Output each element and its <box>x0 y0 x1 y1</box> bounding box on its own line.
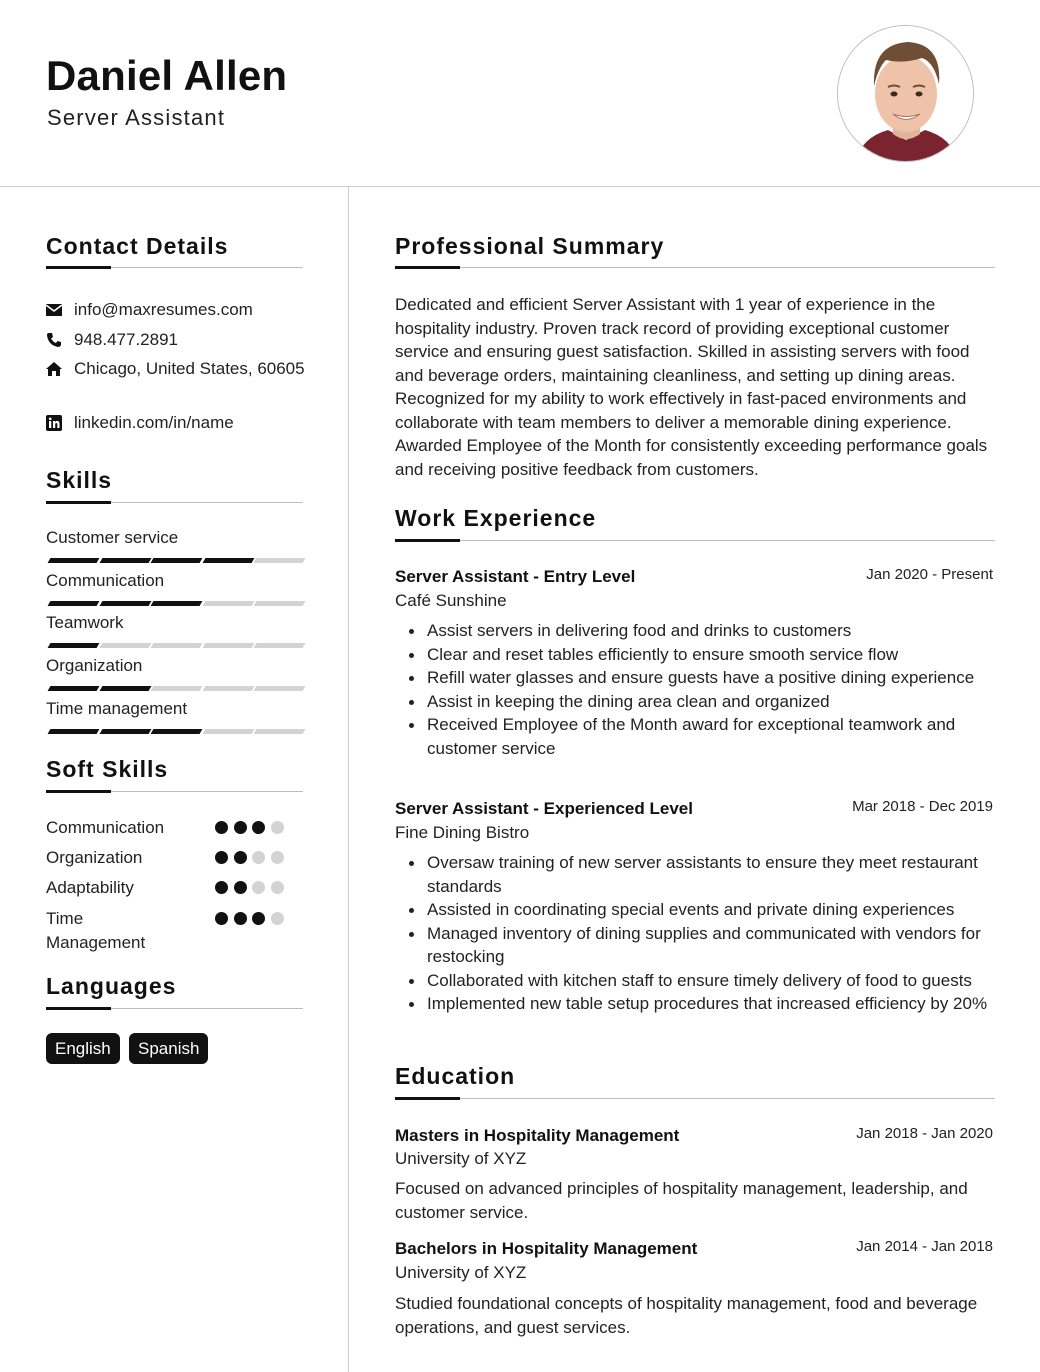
skills-heading: Skills <box>46 467 113 493</box>
soft-skill-dot <box>234 912 247 925</box>
skill-level-segment <box>202 601 254 606</box>
job-bullet: Collaborated with kitchen staff to ensure timely delivery of food to guests <box>405 969 1000 993</box>
profile-photo <box>837 25 974 162</box>
skill-level-segment <box>151 686 203 691</box>
soft-skill-dot <box>271 881 284 894</box>
skill-label: Organization <box>46 656 143 675</box>
degree-description: Studied foundational concepts of hospitality management, food and beverage operations, and guest services. <box>395 1294 978 1337</box>
column-divider <box>348 187 349 1372</box>
soft-skill-dot <box>252 851 265 864</box>
job-title: Server Assistant - Entry Level <box>395 567 636 586</box>
skill-level-segment <box>202 729 254 734</box>
skill-level-segment <box>48 643 100 648</box>
phone-icon <box>46 332 62 348</box>
skill-level-segment <box>99 643 151 648</box>
job-company: Fine Dining Bistro <box>395 823 530 842</box>
degree-title: Bachelors in Hospitality Management <box>395 1239 698 1258</box>
skill-level-segment <box>99 601 151 606</box>
summary-heading-accent <box>395 266 460 269</box>
resume-header <box>0 0 1040 187</box>
skill-level-segment <box>202 686 254 691</box>
job-bullet: Refill water glasses and ensure guests have a positive dining experience <box>405 666 1000 690</box>
summary-text: Dedicated and efficient Server Assistant with 1 year of experience in the hospitality industry. Proven track record of providing exceptional customer service and ensuring guest satisfaction. Skilled in assisting servers with food and beverage orders, maintaining cleanliness, and setting up dining areas. Recognized for my ability to work effectively in fast-paced environments and collaborate with team members to deliver a memorable dining experience. Awarded Employee of the Month for consistently exceeding performance goals and receiving positive feedback from customers. <box>395 295 988 479</box>
soft-skill-dot <box>234 821 247 834</box>
contact-address-text: Chicago, United States, 60605 <box>74 359 305 378</box>
skill-level-segment <box>151 643 203 648</box>
soft-skill-dot <box>271 821 284 834</box>
skill-level-bar <box>46 558 302 563</box>
skill-level-segment <box>254 643 306 648</box>
soft-skill-label: Time Management <box>46 909 146 952</box>
contact-linkedin-text[interactable]: linkedin.com/in/name <box>74 413 234 432</box>
soft-skill-label: Organization <box>46 848 143 867</box>
home-icon <box>46 361 62 377</box>
languages-heading-accent <box>46 1007 111 1010</box>
summary-heading-line <box>395 267 995 268</box>
job-bullet: Implemented new table setup procedures that increased efficiency by 20% <box>405 992 1000 1016</box>
skill-level-segment <box>254 601 306 606</box>
skill-level-bar <box>46 643 302 648</box>
skill-level-segment <box>48 729 100 734</box>
skill-label: Time management <box>46 699 188 718</box>
contact-heading-accent <box>46 266 111 269</box>
languages-heading: Languages <box>46 973 177 999</box>
soft-skill-dot <box>215 851 228 864</box>
soft-skill-dot <box>271 912 284 925</box>
job-bullet: Assist servers in delivering food and drinks to customers <box>405 619 1000 643</box>
profile-photo-image <box>838 26 974 162</box>
job-company: Café Sunshine <box>395 591 507 610</box>
education-heading-line <box>395 1098 995 1099</box>
degree-description: Focused on advanced principles of hospitality management, leadership, and customer service. <box>395 1179 968 1222</box>
soft-skill-dot <box>252 881 265 894</box>
skill-label: Teamwork <box>46 613 124 632</box>
job-bullet: Received Employee of the Month award for exceptional teamwork and customer service <box>405 713 1000 760</box>
soft-skill-label: Communication <box>46 818 165 837</box>
skill-level-segment <box>48 686 100 691</box>
soft-skill-dot <box>215 881 228 894</box>
skill-level-segment <box>99 558 151 563</box>
skill-level-segment <box>151 601 203 606</box>
job-bullets <box>405 851 1000 1016</box>
job-bullet: Clear and reset tables efficiently to ensure smooth service flow <box>405 643 1000 667</box>
language-badge: Spanish <box>129 1033 208 1064</box>
experience-heading: Work Experience <box>395 505 597 531</box>
soft-skills-heading-accent <box>46 790 111 793</box>
job-bullets <box>405 619 1000 760</box>
linkedin-icon <box>46 415 62 431</box>
soft-skill-dot <box>215 821 228 834</box>
skill-level-bar <box>46 729 302 734</box>
skill-level-segment <box>99 729 151 734</box>
job-bullet: Assisted in coordinating special events and private dining experiences <box>405 898 1000 922</box>
soft-skill-dot <box>271 851 284 864</box>
skill-level-segment <box>151 729 203 734</box>
skill-label: Communication <box>46 571 165 590</box>
skill-label: Customer service <box>46 528 179 547</box>
job-bullet: Oversaw training of new server assistants to ensure they meet restaurant standards <box>405 851 1000 898</box>
school-name: University of XYZ <box>395 1149 527 1168</box>
soft-skill-dot <box>252 821 265 834</box>
education-heading-accent <box>395 1097 460 1100</box>
language-badge: English <box>46 1033 120 1064</box>
experience-heading-accent <box>395 539 460 542</box>
soft-skill-dot <box>234 851 247 864</box>
soft-skill-dot <box>215 912 228 925</box>
summary-heading: Professional Summary <box>395 233 665 259</box>
soft-skills-heading: Soft Skills <box>46 756 169 782</box>
skill-level-segment <box>151 558 203 563</box>
skill-level-segment <box>202 558 254 563</box>
soft-skill-label: Adaptability <box>46 878 134 897</box>
contact-email-text[interactable]: info@maxresumes.com <box>74 300 253 319</box>
envelope-icon <box>46 302 62 318</box>
school-name: University of XYZ <box>395 1263 527 1282</box>
contact-heading: Contact Details <box>46 233 229 259</box>
education-heading: Education <box>395 1063 516 1089</box>
job-title: Server Assistant - Experienced Level <box>395 799 693 818</box>
skill-level-bar <box>46 601 302 606</box>
degree-dates: Jan 2018 - Jan 2020 <box>856 1125 993 1142</box>
job-dates: Mar 2018 - Dec 2019 <box>852 798 993 815</box>
skill-level-segment <box>99 686 151 691</box>
skill-level-segment <box>254 729 306 734</box>
skill-level-segment <box>48 601 100 606</box>
candidate-title: Server Assistant <box>47 105 226 130</box>
skill-level-segment <box>254 558 306 563</box>
degree-title: Masters in Hospitality Management <box>395 1126 680 1145</box>
candidate-name: Daniel Allen <box>46 52 288 99</box>
soft-skill-dot <box>252 912 265 925</box>
experience-heading-line <box>395 540 995 541</box>
skills-heading-accent <box>46 501 111 504</box>
soft-skill-dot <box>234 881 247 894</box>
skill-level-segment <box>48 558 100 563</box>
job-bullet: Managed inventory of dining supplies and communicated with vendors for restocking <box>405 922 1000 969</box>
skill-level-bar <box>46 686 302 691</box>
job-bullet: Assist in keeping the dining area clean and organized <box>405 690 1000 714</box>
skill-level-segment <box>202 643 254 648</box>
skill-level-segment <box>254 686 306 691</box>
degree-dates: Jan 2014 - Jan 2018 <box>856 1238 993 1255</box>
job-dates: Jan 2020 - Present <box>866 566 993 583</box>
contact-phone-text[interactable]: 948.477.2891 <box>74 330 178 349</box>
